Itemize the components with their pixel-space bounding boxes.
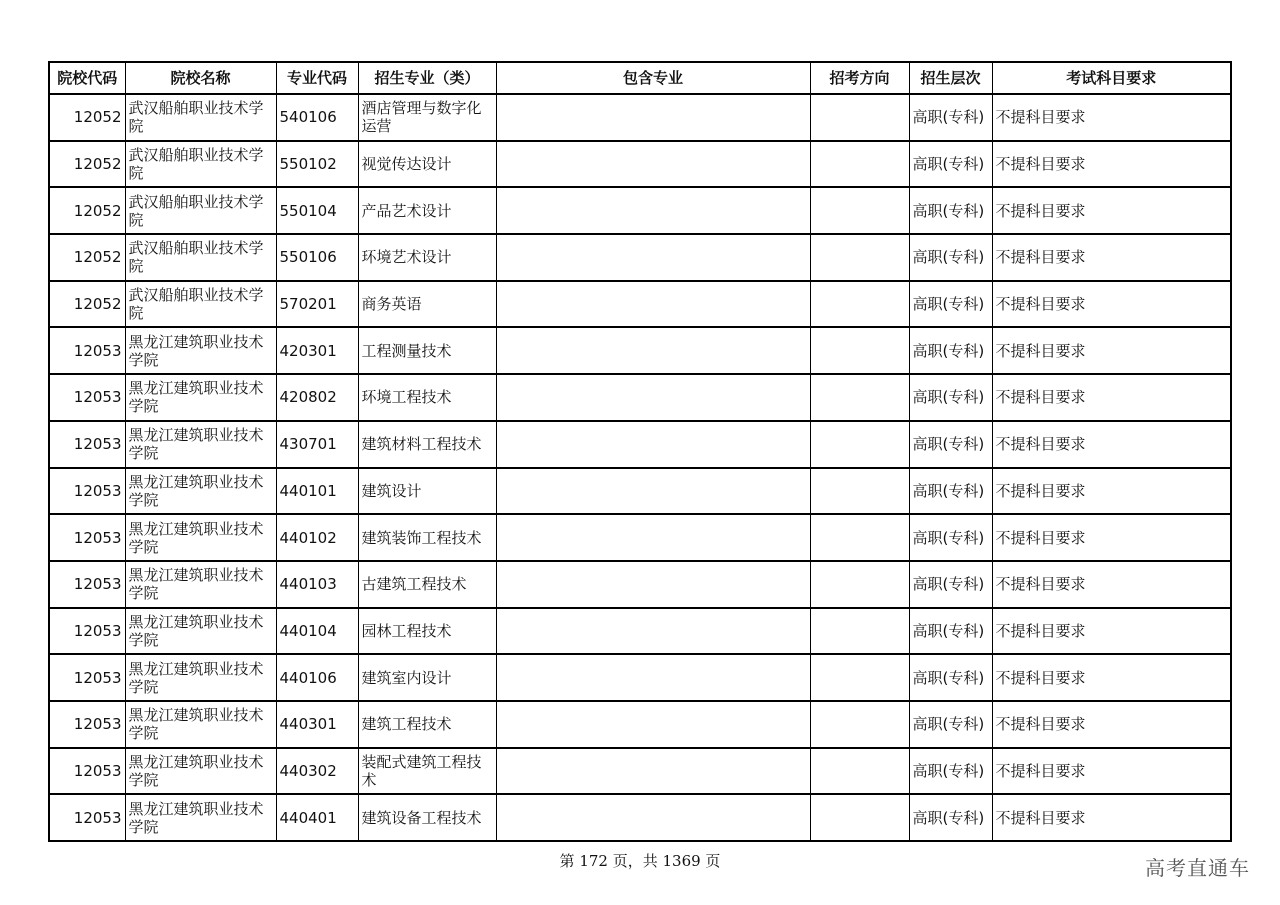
cell-direction <box>810 421 909 468</box>
cell-school-name: 武汉船舶职业技术学院 <box>125 281 276 328</box>
cell-included-majors <box>496 794 810 841</box>
cell-school-name: 黑龙江建筑职业技术学院 <box>125 701 276 748</box>
cell-school-code: 12052 <box>49 281 125 328</box>
cell-major-code: 440102 <box>276 514 358 561</box>
cell-school-code: 12053 <box>49 794 125 841</box>
cell-school-name: 武汉船舶职业技术学院 <box>125 187 276 234</box>
cell-included-majors <box>496 234 810 281</box>
cell-school-code: 12052 <box>49 187 125 234</box>
cell-major-code: 570201 <box>276 281 358 328</box>
cell-subject-requirement: 不提科目要求 <box>992 654 1231 701</box>
header-major-code: 专业代码 <box>276 62 358 94</box>
cell-included-majors <box>496 514 810 561</box>
cell-major: 环境工程技术 <box>358 374 496 421</box>
cell-school-code: 12052 <box>49 234 125 281</box>
cell-level: 高职(专科) <box>909 654 992 701</box>
cell-subject-requirement: 不提科目要求 <box>992 701 1231 748</box>
page-number: 第 172 页，共 1369 页 <box>559 852 721 870</box>
cell-major: 建筑室内设计 <box>358 654 496 701</box>
cell-subject-requirement: 不提科目要求 <box>992 748 1231 795</box>
cell-school-name: 黑龙江建筑职业技术学院 <box>125 514 276 561</box>
table-row <box>49 374 1231 421</box>
cell-subject-requirement: 不提科目要求 <box>992 281 1231 328</box>
cell-major: 建筑工程技术 <box>358 701 496 748</box>
cell-included-majors <box>496 654 810 701</box>
cell-level: 高职(专科) <box>909 234 992 281</box>
cell-included-majors <box>496 141 810 188</box>
cell-major-code: 420301 <box>276 327 358 374</box>
table-row <box>49 654 1231 701</box>
watermark: 高考直通车 <box>1145 856 1250 880</box>
header-school-name: 院校名称 <box>125 62 276 94</box>
cell-major-code: 440106 <box>276 654 358 701</box>
cell-level: 高职(专科) <box>909 374 992 421</box>
cell-school-name: 黑龙江建筑职业技术学院 <box>125 608 276 655</box>
cell-direction <box>810 141 909 188</box>
header-direction: 招考方向 <box>810 62 909 94</box>
cell-level: 高职(专科) <box>909 281 992 328</box>
cell-subject-requirement: 不提科目要求 <box>992 141 1231 188</box>
cell-level: 高职(专科) <box>909 141 992 188</box>
cell-direction <box>810 561 909 608</box>
cell-subject-requirement: 不提科目要求 <box>992 234 1231 281</box>
table-row <box>49 141 1231 188</box>
cell-included-majors <box>496 327 810 374</box>
cell-direction <box>810 701 909 748</box>
cell-included-majors <box>496 608 810 655</box>
cell-included-majors <box>496 187 810 234</box>
table-row <box>49 608 1231 655</box>
table-row <box>49 421 1231 468</box>
header-school-code: 院校代码 <box>49 62 125 94</box>
cell-subject-requirement: 不提科目要求 <box>992 468 1231 515</box>
cell-major-code: 440301 <box>276 701 358 748</box>
cell-major-code: 440302 <box>276 748 358 795</box>
cell-major: 视觉传达设计 <box>358 141 496 188</box>
cell-major-code: 550104 <box>276 187 358 234</box>
cell-level: 高职(专科) <box>909 187 992 234</box>
cell-direction <box>810 374 909 421</box>
cell-school-code: 12053 <box>49 421 125 468</box>
cell-level: 高职(专科) <box>909 514 992 561</box>
table-row <box>49 94 1231 141</box>
cell-subject-requirement: 不提科目要求 <box>992 794 1231 841</box>
table-row <box>49 327 1231 374</box>
cell-direction <box>810 327 909 374</box>
admissions-table <box>48 61 1232 842</box>
cell-included-majors <box>496 421 810 468</box>
cell-level: 高职(专科) <box>909 94 992 141</box>
header-subject-requirement: 考试科目要求 <box>992 62 1231 94</box>
cell-school-name: 武汉船舶职业技术学院 <box>125 234 276 281</box>
cell-major: 建筑设计 <box>358 468 496 515</box>
table-row <box>49 794 1231 841</box>
cell-school-name: 武汉船舶职业技术学院 <box>125 141 276 188</box>
cell-school-name: 黑龙江建筑职业技术学院 <box>125 421 276 468</box>
cell-major-code: 430701 <box>276 421 358 468</box>
cell-school-name: 黑龙江建筑职业技术学院 <box>125 794 276 841</box>
cell-major: 建筑装饰工程技术 <box>358 514 496 561</box>
cell-direction <box>810 234 909 281</box>
cell-school-code: 12053 <box>49 608 125 655</box>
cell-included-majors <box>496 748 810 795</box>
cell-school-code: 12052 <box>49 141 125 188</box>
cell-subject-requirement: 不提科目要求 <box>992 561 1231 608</box>
cell-subject-requirement: 不提科目要求 <box>992 187 1231 234</box>
cell-level: 高职(专科) <box>909 794 992 841</box>
cell-school-code: 12053 <box>49 468 125 515</box>
cell-school-name: 黑龙江建筑职业技术学院 <box>125 561 276 608</box>
cell-school-name: 黑龙江建筑职业技术学院 <box>125 654 276 701</box>
cell-major: 装配式建筑工程技术 <box>358 748 496 795</box>
table-row <box>49 701 1231 748</box>
cell-subject-requirement: 不提科目要求 <box>992 94 1231 141</box>
cell-level: 高职(专科) <box>909 327 992 374</box>
cell-level: 高职(专科) <box>909 421 992 468</box>
cell-major: 环境艺术设计 <box>358 234 496 281</box>
cell-direction <box>810 794 909 841</box>
cell-direction <box>810 468 909 515</box>
cell-major-code: 440103 <box>276 561 358 608</box>
cell-school-code: 12053 <box>49 561 125 608</box>
cell-school-name: 黑龙江建筑职业技术学院 <box>125 374 276 421</box>
table-row <box>49 187 1231 234</box>
table-row <box>49 234 1231 281</box>
header-major: 招生专业（类） <box>358 62 496 94</box>
table-row <box>49 468 1231 515</box>
cell-major: 产品艺术设计 <box>358 187 496 234</box>
cell-included-majors <box>496 468 810 515</box>
cell-school-code: 12053 <box>49 701 125 748</box>
cell-major-code: 420802 <box>276 374 358 421</box>
cell-school-name: 黑龙江建筑职业技术学院 <box>125 327 276 374</box>
table-body <box>49 94 1231 841</box>
cell-school-code: 12053 <box>49 654 125 701</box>
cell-included-majors <box>496 94 810 141</box>
cell-school-code: 12053 <box>49 327 125 374</box>
cell-subject-requirement: 不提科目要求 <box>992 421 1231 468</box>
cell-school-name: 黑龙江建筑职业技术学院 <box>125 468 276 515</box>
cell-level: 高职(专科) <box>909 608 992 655</box>
cell-included-majors <box>496 561 810 608</box>
table-header-row <box>49 62 1231 94</box>
cell-school-code: 12053 <box>49 748 125 795</box>
cell-major-code: 550106 <box>276 234 358 281</box>
cell-level: 高职(专科) <box>909 468 992 515</box>
table-row <box>49 514 1231 561</box>
cell-major: 园林工程技术 <box>358 608 496 655</box>
cell-included-majors <box>496 701 810 748</box>
header-included-majors: 包含专业 <box>496 62 810 94</box>
cell-subject-requirement: 不提科目要求 <box>992 514 1231 561</box>
cell-major-code: 550102 <box>276 141 358 188</box>
table-row <box>49 748 1231 795</box>
cell-school-name: 武汉船舶职业技术学院 <box>125 94 276 141</box>
cell-direction <box>810 608 909 655</box>
cell-subject-requirement: 不提科目要求 <box>992 374 1231 421</box>
cell-school-name: 黑龙江建筑职业技术学院 <box>125 748 276 795</box>
cell-school-code: 12052 <box>49 94 125 141</box>
cell-level: 高职(专科) <box>909 701 992 748</box>
cell-direction <box>810 748 909 795</box>
cell-subject-requirement: 不提科目要求 <box>992 608 1231 655</box>
cell-direction <box>810 281 909 328</box>
cell-direction <box>810 514 909 561</box>
cell-major-code: 440101 <box>276 468 358 515</box>
table-row <box>49 281 1231 328</box>
cell-major: 建筑设备工程技术 <box>358 794 496 841</box>
cell-level: 高职(专科) <box>909 748 992 795</box>
cell-level: 高职(专科) <box>909 561 992 608</box>
cell-major: 古建筑工程技术 <box>358 561 496 608</box>
cell-major-code: 540106 <box>276 94 358 141</box>
cell-direction <box>810 94 909 141</box>
cell-major: 工程测量技术 <box>358 327 496 374</box>
cell-subject-requirement: 不提科目要求 <box>992 327 1231 374</box>
header-level: 招生层次 <box>909 62 992 94</box>
cell-major-code: 440104 <box>276 608 358 655</box>
cell-major: 建筑材料工程技术 <box>358 421 496 468</box>
cell-major: 酒店管理与数字化运营 <box>358 94 496 141</box>
cell-school-code: 12053 <box>49 514 125 561</box>
table-row <box>49 561 1231 608</box>
cell-included-majors <box>496 374 810 421</box>
cell-school-code: 12053 <box>49 374 125 421</box>
cell-direction <box>810 187 909 234</box>
cell-major-code: 440401 <box>276 794 358 841</box>
cell-included-majors <box>496 281 810 328</box>
cell-major: 商务英语 <box>358 281 496 328</box>
cell-direction <box>810 654 909 701</box>
